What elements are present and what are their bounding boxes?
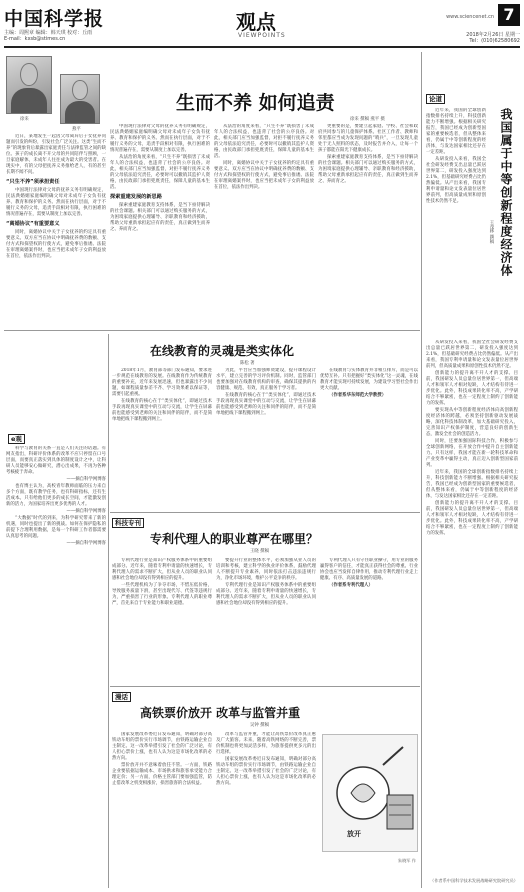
site-url[interactable]: www.sciencenet.cn <box>446 14 494 20</box>
lead-paragraph: 近日，某地发生一起因父母离异后子女抚养问题而引发的纠纷，引发社会广泛关注。这类“生而不养”的现象背后暴露出家庭责任与法律监管之间的缺位。孩子的成长离不开父母的共同陪伴与照顾，一旦家庭解体，未成年人往往成为最大的受害者。在现实中，有的父母把抚养义务推给老人，有的甚至长期不闻不问。 <box>6 134 106 175</box>
lead-paragraph: 同时，离婚协议中关于子女抚养的约定具有重要意义。双方应当在协议中明确抚养费的数额、支付方式和探望权的行使方式，避免事后推诿。法院在审理离婚案件时，也应当把未成年子女的利益放在首位，依法作出判决。 <box>214 161 314 190</box>
agent-paragraph: 要提升行业的整体水平，必须加强从业人员的培训和考核，建立科学的执业评价体系，鼓励代理人不断提升专业素养，同时依法打击违法违规行为，净化市场环境，维护公平竞争的秩序。 <box>216 558 316 581</box>
right-column-top <box>426 108 486 338</box>
staff-line: 主编：周熙章 编辑：韩天琪 校对：丘雨 <box>4 30 93 36</box>
agent-paragraph: 一些代理机构为了争夺市场，不惜压低价格，导致服务质量下滑，甚至出现代写、代签等违规行为，严重损害了行业的形象。专利代理人的职业尊严，首先来自于专业能力和职业道德。 <box>112 583 212 606</box>
blog-source[interactable]: ——摘自科学网博客 <box>66 509 106 514</box>
fare-column-2 <box>216 732 316 882</box>
lead-column-2 <box>110 124 210 324</box>
middle-paragraph: 2018年1月，教育部等部门发布通知，要求进一步规范在线教育的发展。在线教育作为传统教育的重要补充，近年来发展迅速，但也暴露出不少问题，如课程质量参差不齐、学习效果难以保证等，需要引起重视。 <box>112 368 212 397</box>
column-divider <box>421 52 422 888</box>
agent-tag-box: 科技专刊 <box>112 518 144 528</box>
fare-column-1 <box>112 732 212 882</box>
lead-paragraph: 更重要的是，要建立起家庭、学校、社会和政府共同参与的儿童保护体系。社区工作者、教师和邻里都应当成为发现问题的“哨兵”，一旦发现儿童处于无人照料的状态，及时报告并介入，让每一个孩子都能在阳光下健康成长。 <box>318 124 418 153</box>
phone-line: Tel：(010)62580692 <box>469 38 520 44</box>
lead-byline: 徐来 撰稿 燕平 摄 <box>350 117 385 122</box>
paper-name: 中国科学报 <box>4 8 105 30</box>
photo-caption-left: 徐来 <box>20 117 29 122</box>
date-line: 2018年2月26日 星期一 <box>466 32 520 38</box>
lead-subhead-3: 探索重建发展的新思路 <box>110 194 162 200</box>
right-author-note: （作者系中国科学技术发展战略研究院研究员） <box>430 878 518 883</box>
blog-paragraph: “大数据”时代的到来，为科学研究带来了新的机遇，同时也提出了新的挑战。如何在保护隐私的前提下合理利用数据，是每一个科研工作者都需要认真思考的问题。 <box>6 516 106 539</box>
author-photo-left <box>6 56 52 114</box>
fare-paragraph: 国家发展改革委近日发布通知，明确对部分高铁动车组的票价实行市场调节，由铁路运输企业自主制定。这一改革举措引发了社会的广泛讨论，有人担心票价上涨，也有人认为这是市场化改革的必然方向。 <box>216 757 316 786</box>
section-divider <box>110 686 420 687</box>
blog-paragraph: 也有博主认为，高校青年教师面临的压力来自多个方面，既有教学任务，也有科研指标，还有生活成本。只有给他们更多的成长空间，才能激发创新的活力，为国家培养出更多优秀的人才。 <box>6 484 106 507</box>
agent-column-2 <box>216 558 316 682</box>
staff-email: E-mail：kxsb@stimes.cn <box>4 36 66 42</box>
right-paragraph: 创新能力的提升离不开人才的支撑。目前，我国研发人员总量位居世界第一，但高端人才和领军人才相对短缺，人才结构有待进一步优化。此外，科技成果转化率不高，产学研结合不够紧密，也在一定程度上制约了创新能力的发挥。 <box>426 371 518 406</box>
masthead-rule <box>4 46 520 48</box>
staff-info <box>4 30 92 42</box>
cartoon-label: 放开 <box>347 830 361 838</box>
middle-paragraph: 为此，平台应当加强师资建设，提升课程设计水平，建立完善的学习评价机制。同时，监管部门也要加强对在线教育机构的审查，确保其提供的内容健康、规范、有效，真正服务于学习者。 <box>216 368 316 391</box>
agent-paragraph: 专利代理人只有守住职业操守，用专业的服务赢得客户的信任，才能真正获得社会的尊重。行业协会也应当发挥自律作用，推动专利代理行业走上健康、有序、高质量发展的道路。 <box>320 558 418 581</box>
issue-date <box>466 32 520 44</box>
author-photo-right <box>60 74 100 124</box>
blog-source[interactable]: ——摘自科学网博客 <box>66 541 106 546</box>
agent-paragraph: 专利代理行业是知识产权服务体系中的重要组成部分。近年来，随着专利申请量的快速增长，专利代理人的需求不断扩大，但从业人员的职业认同感和社会地位却没有得到相应的提升。 <box>216 583 316 606</box>
fare-headline: 高铁票价放开 改革与监管并重 <box>140 706 301 720</box>
lead-subhead-2: “离婚协议”有重要意义 <box>6 221 60 227</box>
middle-column-2 <box>216 368 316 508</box>
section-title-en: VIEWPOINTS <box>238 32 286 39</box>
agent-headline: 专利代理人的职业尊严在哪里？ <box>150 532 319 546</box>
agent-column-1 <box>112 558 212 682</box>
right-paragraph: 要实现从中等创新程度经济体向高创新程度经济体的跨越，必须坚持创新驱动发展战略，深化科技体制改革，加大基础研究投入，完善知识产权保护制度，营造良好的创新生态，激发全社会的创造活力。 <box>426 408 518 437</box>
blog-column <box>6 446 106 876</box>
agent-byline: 王晓 撰稿 <box>250 549 269 554</box>
agent-paragraph: 专利代理行业是知识产权服务体系中的重要组成部分。近年来，随着专利申请量的快速增长，专利代理人的需求不断扩大，但从业人员的职业认同感和社会地位却没有得到相应的提升。 <box>112 558 212 581</box>
right-paragraph: 创新能力的提升离不开人才的支撑。目前，我国研发人员总量位居世界第一，但高端人才和领军人才相对短缺，人才结构有待进一步优化。此外，科技成果转化率不高，产学研结合不够紧密，也在一定程度上制约了创新能力的发挥。 <box>426 501 518 536</box>
right-paragraph: 从研发投入来看，我国全社会研发经费支出总量已跃居世界第二，研发投入强度达到2.1%，但基础研究经费占比仍然偏低。从产出来看，我国专利申请量和论文发表量位居世界前列，但高质量成果和原创性技术仍然不足。 <box>426 340 518 369</box>
lead-paragraph: 从法治的角度来看，“只生不养”既损害了未成年人的合法权益，也违背了社会的公序良俗。对此，相关部门应当加强监督，对拒不履行抚养义务的父母依法追究责任，必要时可以撤销其监护人资格，由民政部门承担兜底责任，保障儿童的基本生活。 <box>214 124 314 159</box>
page-number: 7 <box>498 4 520 26</box>
fare-cartoon <box>322 734 418 852</box>
middle-headline: 在线教育的灵魂是类实体化 <box>150 344 295 358</box>
blog-label-box: e观 <box>8 434 25 444</box>
lead-paragraph: 从法治的角度来看，“只生不养”既损害了未成年人的合法权益，也违背了社会的公序良俗。对此，相关部门应当加强监督，对拒不履行抚养义务的父母依法追究责任，必要时可以撤销其监护人资格，由民政部门承担兜底责任，保障儿童的基本生活。 <box>110 155 210 190</box>
lead-paragraph: 同时，离婚协议中关于子女抚养的约定具有重要意义。双方应当在协议中明确抚养费的数额、支付方式和探望权的行使方式，避免事后推诿。法院在审理离婚案件时，也应当把未成年子女的利益放在首位，依法作出判决。 <box>6 230 106 259</box>
blog-paragraph: 科学与教育的关系一直是人们关注的话题。有网友指出，科研评价体系的改革不应只停留在口号层面，而要真正落实到具体的制度设计之中，让科研人员能够安心做研究，潜心出成果，不再为各种考核疲于奔命。 <box>6 446 106 475</box>
fare-paragraph: 改革与监管并重，才能让高铁票价改革真正惠及广大旅客。未来，随着高铁网络的不断完善，票价机制也将更加灵活多样，为旅客提供更多元的出行选择。 <box>216 732 316 755</box>
lead-column-1 <box>6 134 106 344</box>
lead-paragraph: 中国现行法律对父母的抚养义务有明确规定，民法典婚姻家庭编明确父母对未成年子女负有抚养、教育和保护的义务。然而在执行层面，对于不履行义务的父母，追责手段相对有限，执行困难的情况普遍存在，需要从制度上加以完善。 <box>6 188 106 217</box>
right-section-label-box: 论道 <box>426 94 445 104</box>
fare-paragraph: 国家发展改革委近日发布通知，明确对部分高铁动车组的票价实行市场调节，由铁路运输企业自主制定。这一改革举措引发了社会的广泛讨论，有人担心票价上涨，也有人认为这是市场化改革的必然方向。 <box>112 732 212 761</box>
column-divider <box>108 334 109 888</box>
cartoon-caption: 朱晓军 作 <box>397 858 416 863</box>
middle-author-note: （作者系华东师范大学教授） <box>329 393 387 398</box>
fare-tag <box>112 692 133 701</box>
middle-paragraph: 在线教育的核心在于“类实体化”，即通过技术手段再现真实课堂中的互动与交流，让学生在屏幕前也能感受到老师的关注和同伴的陪伴，而不是简单地把线下课程搬到网上。 <box>216 393 316 416</box>
right-paragraph: 近年来，我国的全球创新指数排名持续上升，科技创新能力不断增强。根据相关研究报告，我国已经成为创新型国家的重要候选者，但从整体来看，仍属于中等创新程度的经济体，与发达国家相比还存在一定差距。 <box>426 108 486 155</box>
middle-column-1 <box>112 368 212 508</box>
lead-paragraph: 中国现行法律对父母的抚养义务有明确规定，民法典婚姻家庭编明确父母对未成年子女负有抚养、教育和保护的义务。然而在执行层面，对于不履行义务的父母，追责手段相对有限，执行困难的情况普遍存在，需要从制度上加以完善。 <box>110 124 210 153</box>
lead-column-3 <box>214 124 314 324</box>
section-title: 观点 <box>236 10 276 34</box>
lead-paragraph: 探索重建家庭教育支持体系，是当下亟待解决的社会课题。相关部门可以通过购买服务的方式，为困境家庭提供心理辅导、亲职教育和经济援助，帮助父母重新承担起应有的责任，真正做到生而养之、养而育之。 <box>110 203 210 232</box>
lead-headline: 生而不养 如何追责 <box>176 92 335 114</box>
right-vertical-title: 我国属于中等创新程度经济体 <box>499 108 513 277</box>
right-vertical-author: 王茂林 撰稿 <box>489 220 494 244</box>
fare-tag-box: 漫话 <box>112 692 131 702</box>
fare-byline: 吴钟 撰稿 <box>250 723 269 728</box>
agent-column-3 <box>320 558 418 682</box>
cartoon-illustration <box>323 735 419 853</box>
section-divider <box>4 330 420 331</box>
middle-paragraph: 在线教育与实体教育并非相互排斥，而是可以优势互补。只有把握好“类实体化”这一灵魂，在线教育才能实现可持续发展，为建设学习型社会作出更大贡献。 <box>320 368 418 391</box>
agent-tag <box>112 518 146 527</box>
right-column-body <box>426 340 518 870</box>
right-paragraph: 同时，还要加强国际科技合作，积极参与全球创新网络，在开放合作中提升自主创新能力。只有这样，我国才能在新一轮科技革命和产业变革中赢得主动，真正迈入创新型国家前列。 <box>426 439 518 468</box>
right-section-label <box>426 94 447 103</box>
fare-paragraph: 票价放开并不意味着放任不管。一方面，铁路企业要依据运输成本、市场供求和旅客承受能力合理定价；另一方面，价格主管部门要加强监管，防止借改革之机变相涨价，损害旅客的合法权益。 <box>112 763 212 786</box>
agent-author-note: （作者系专利代理人） <box>329 583 373 588</box>
lead-subhead-1: “只生不养”须承担责任 <box>6 179 60 185</box>
blog-source[interactable]: ——摘自科学网博客 <box>66 477 106 482</box>
middle-byline: 陈松 著 <box>240 361 255 366</box>
right-paragraph: 从研发投入来看，我国全社会研发经费支出总量已跃居世界第二，研发投入强度达到2.1%，但基础研究经费占比仍然偏低。从产出来看，我国专利申请量和论文发表量位居世界前列，但高质量成果和原创性技术仍然不足。 <box>426 157 486 204</box>
blog-label <box>8 434 27 443</box>
lead-column-4 <box>318 124 418 324</box>
photo-caption-right: 燕平 <box>72 127 81 132</box>
section-divider <box>110 512 420 513</box>
middle-column-3 <box>320 368 418 508</box>
lead-paragraph: 探索重建家庭教育支持体系，是当下亟待解决的社会课题。相关部门可以通过购买服务的方式，为困境家庭提供心理辅导、亲职教育和经济援助，帮助父母重新承担起应有的责任，真正做到生而养之、养而育之。 <box>318 155 418 184</box>
masthead <box>4 4 520 44</box>
right-paragraph: 近年来，我国的全球创新指数排名持续上升，科技创新能力不断增强。根据相关研究报告，我国已经成为创新型国家的重要候选者，但从整体来看，仍属于中等创新程度的经济体，与发达国家相比还存在一定差距。 <box>426 470 518 499</box>
middle-paragraph: 在线教育的核心在于“类实体化”，即通过技术手段再现真实课堂中的互动与交流，让学生在屏幕前也能感受到老师的关注和同伴的陪伴，而不是简单地把线下课程搬到网上。 <box>112 399 212 422</box>
